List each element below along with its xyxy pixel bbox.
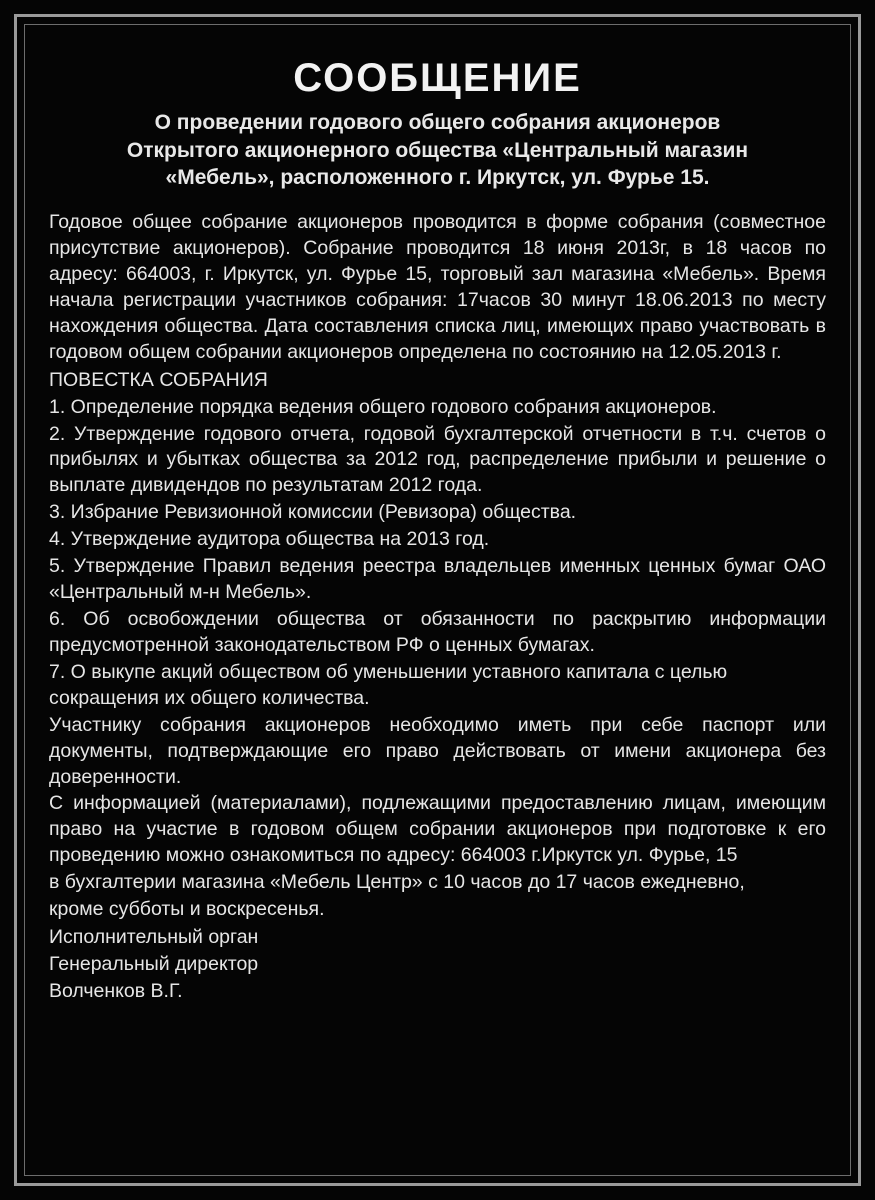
signature-name: Волченков В.Г. — [49, 979, 183, 1002]
agenda-item-2: 2. Утверждение годового отчета, годовой бухгалтерской отчетности в т.ч. счетов о прибылях и убытках общества за 2012 год, распределение прибыли и решение о выплате дивидендов по результатам 2012 года. — [49, 422, 826, 497]
document-inner-border — [24, 24, 851, 1176]
agenda-item-6: 6. Об освобождении общества от обязанности по раскрытию информации предусмотренной законодательством РФ о ценных бумагах. — [49, 607, 826, 656]
document-outer-border — [14, 14, 861, 1186]
except-paragraph: кроме субботы и воскресенья. — [49, 898, 325, 921]
agenda-item-3: 3. Избрание Ревизионной комиссии (Ревизора) общества. — [49, 501, 577, 524]
agenda-item-5: 5. Утверждение Правил ведения реестра владельцев именных ценных бумаг ОАО «Центральный м-н Мебель». — [49, 555, 826, 604]
subtitle-line-1: О проведении годового общего собрания акционеров — [154, 111, 721, 134]
subtitle-line-3: «Мебель», расположенного г. Иркутск, ул. Фурье 15. — [165, 166, 710, 190]
page-title: СООБЩЕНИЕ — [293, 56, 582, 100]
hours-paragraph: в бухгалтерии магазина «Мебель Центр» с 10 часов до 17 часов ежедневно, — [49, 871, 745, 894]
subtitle-line-2: Открытого акционерного общества «Центральный магазин — [126, 138, 749, 162]
agenda-header: ПОВЕСТКА СОБРАНИЯ — [49, 368, 268, 391]
intro-paragraph: Годовое общее собрание акционеров проводится в форме собрания (совместное присутствие акционеров). Собрание проводится 18 июня 2013г, в 18 часов по адресу: 664003, г. Иркутск, ул. Фурье 15, торговый зал магазина «Мебель». Время начала регистрации участников собрания: 17часов 30 минут 18.06.2013 по месту нахождения общества. Дата составления списка лиц, имеющих право участвовать в годовом общем собрании акционеров определена по состоянию на 12.05.2013 г. — [49, 211, 826, 363]
document-body — [49, 210, 826, 1005]
signature-position: Генеральный директор — [49, 952, 259, 975]
agenda-item-4: 4. Утверждение аудитора общества на 2013 год. — [49, 528, 490, 551]
signature-block — [49, 925, 826, 1005]
information-paragraph: С информацией (материалами), подлежащими предоставлению лицам, имеющим право на участие в годовом общем собрании акционеров при подготовке к его проведению можно ознакомиться по адресу: 664003 г.Иркутск ул. Фурье, 15 — [49, 792, 826, 867]
document-subtitle — [55, 109, 820, 192]
agenda-item-1: 1. Определение порядка ведения общего годового собрания акционеров. — [49, 395, 717, 418]
participant-paragraph: Участнику собрания акционеров необходимо иметь при себе паспорт или документы, подтверждающие его право действовать от имени акционера без доверенности. — [49, 713, 826, 788]
signature-body: Исполнительный орган — [49, 926, 259, 949]
agenda-item-7: 7. О выкупе акций обществом об уменьшении уставного капитала с целью сокращения их общего количества. — [49, 660, 728, 709]
